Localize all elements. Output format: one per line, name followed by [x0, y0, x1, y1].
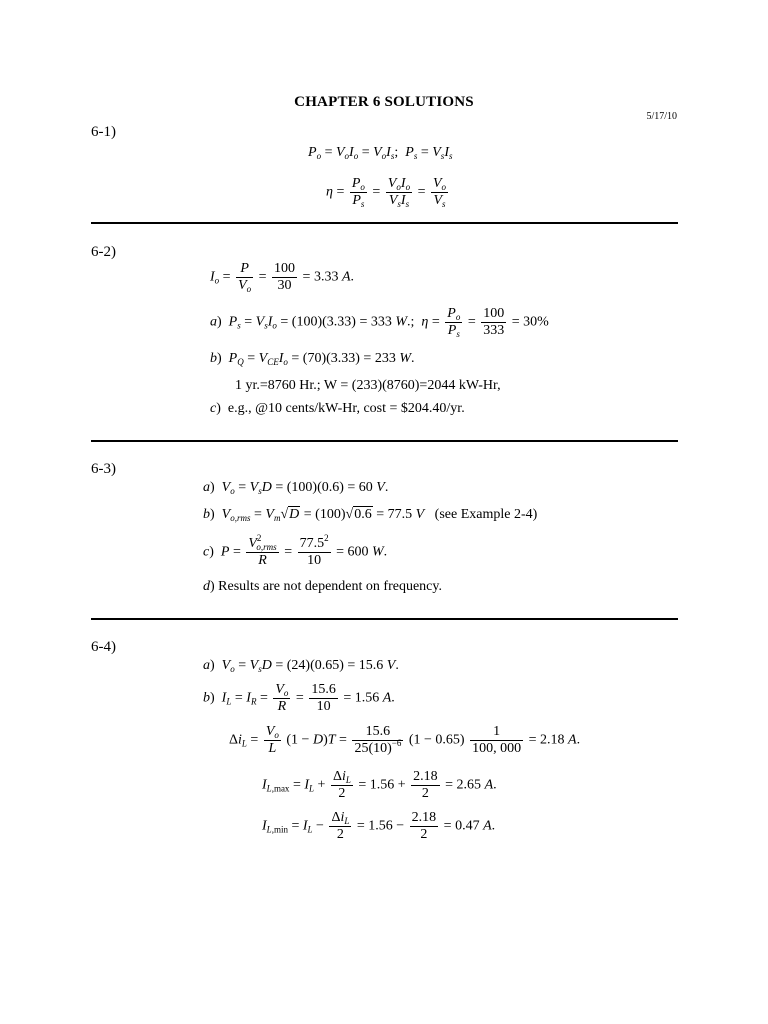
- divider-2: [91, 440, 678, 442]
- eq-6-2-a: a) $P_s = V_sI_o = (100)(3.33) = 333$ W.; η = $\frac{P_o}{P_s}$ = $\frac{100}{333}$ = 30%: [210, 306, 549, 339]
- eq-6-4-ripple: $\Delta i_L$ = $\frac{V_o}{L}$ (1 − D)T = $\frac{15.6}{25(10)^{-6}}$ (1 − 0.65) $\frac{1}{100, 000}$ = 2.18 A.: [229, 724, 581, 756]
- eq-6-2-a-result: = (100)(3.33) = 333: [280, 314, 392, 330]
- eq-6-4-b: b) $I_L = I_R$ = $\frac{V_o}{R}$ = $\frac{15.6}{10}$ = 1.56 A.: [203, 682, 395, 714]
- eq-6-1-efficiency: η = $\frac{P_o}{P_s}$ = $\frac{V_oI_o}{V_sI_s}$ = $\frac{V_o}{V_s}$: [326, 176, 447, 209]
- eq-6-4-a: a) $V_o = V_sD = (24)(0.65) = 15.6$ V.: [203, 658, 399, 674]
- problem-number-6-2: 6-2): [91, 244, 116, 260]
- page-title: CHAPTER 6 SOLUTIONS: [294, 94, 474, 110]
- eq-6-4-imin-result: = 0.47: [443, 818, 480, 834]
- problem-number-6-3: 6-3): [91, 461, 116, 477]
- eq-6-4-ripple-result: = 2.18: [528, 732, 565, 748]
- eq-6-3-b-result: = 77.5: [376, 507, 413, 522]
- page-date: 5/17/10: [646, 111, 677, 122]
- eq-6-4-a-result: = (24)(0.65) = 15.6: [275, 658, 384, 673]
- eq-6-4-b-result: = 1.56: [343, 690, 380, 706]
- eq-6-3-c-result: = 600: [336, 544, 369, 560]
- eq-6-3-c: c) P = $\frac{V^2_{o,rms}}{R}$ = $\frac{77.5^2}{10}$ = 600 W.: [203, 533, 388, 568]
- eq-6-3-a: a) $V_o = V_sD = (100)(0.6) = 60$ V.: [203, 480, 389, 496]
- divider-3: [91, 618, 678, 620]
- eq-6-3-d: d) Results are not dependent on frequency.: [203, 579, 442, 594]
- divider-1: [91, 222, 678, 224]
- eq-6-3-d-text: Results are not dependent on frequency.: [218, 579, 442, 594]
- eq-6-2-current: $I_o$ = $\frac{P}{V_o}$ = $\frac{100}{30}$ = 3.33 A.: [210, 261, 355, 294]
- eq-6-3-b: b) $V_{o,rms} = V_m√D = (100)√0.6 = 77.5$ V (see Example 2-4): [203, 507, 538, 523]
- eq-6-2-c: c) e.g., @10 cents/kW-Hr, cost = $204.40/yr.: [210, 401, 465, 416]
- eq-6-2-current-result: = 3.33: [302, 269, 339, 285]
- problem-number-6-4: 6-4): [91, 639, 116, 655]
- problem-number-6-1: 6-1): [91, 124, 116, 140]
- eq-6-4-imin: $I_{L,min} = I_L$ − $\frac{\Delta i_L}{2}$ = 1.56 − $\frac{2.18}{2}$ = 0.47 A.: [262, 810, 496, 842]
- eq-6-2-b-note: 1 yr.=8760 Hr.; W = (233)(8760)=2044 kW-Hr,: [235, 378, 501, 393]
- eq-6-3-a-result: = (100)(0.6) = 60: [275, 480, 373, 495]
- eq-6-2-b: b) $P_Q = V_{CE}I_o = (70)(3.33) = 233$ W.: [210, 351, 415, 367]
- eq-6-3-b-note: (see Example 2-4): [434, 507, 538, 522]
- eq-6-2-a-efficiency: = 30%: [511, 314, 549, 330]
- eq-6-4-imax: $I_{L,max} = I_L$ + $\frac{\Delta i_L}{2}$ = 1.56 + $\frac{2.18}{2}$ = 2.65 A.: [262, 769, 497, 801]
- eq-6-4-imax-result: = 2.65: [445, 777, 482, 793]
- eq-6-2-b-result: = (70)(3.33) = 233: [291, 351, 396, 366]
- eq-6-2-c-text: e.g., @10 cents/kW-Hr, cost = $204.40/yr.: [227, 401, 465, 416]
- eq-6-1-power: $P_o = V_oI_o = V_oI_s$; $P_s = V_sI_s$: [308, 145, 453, 161]
